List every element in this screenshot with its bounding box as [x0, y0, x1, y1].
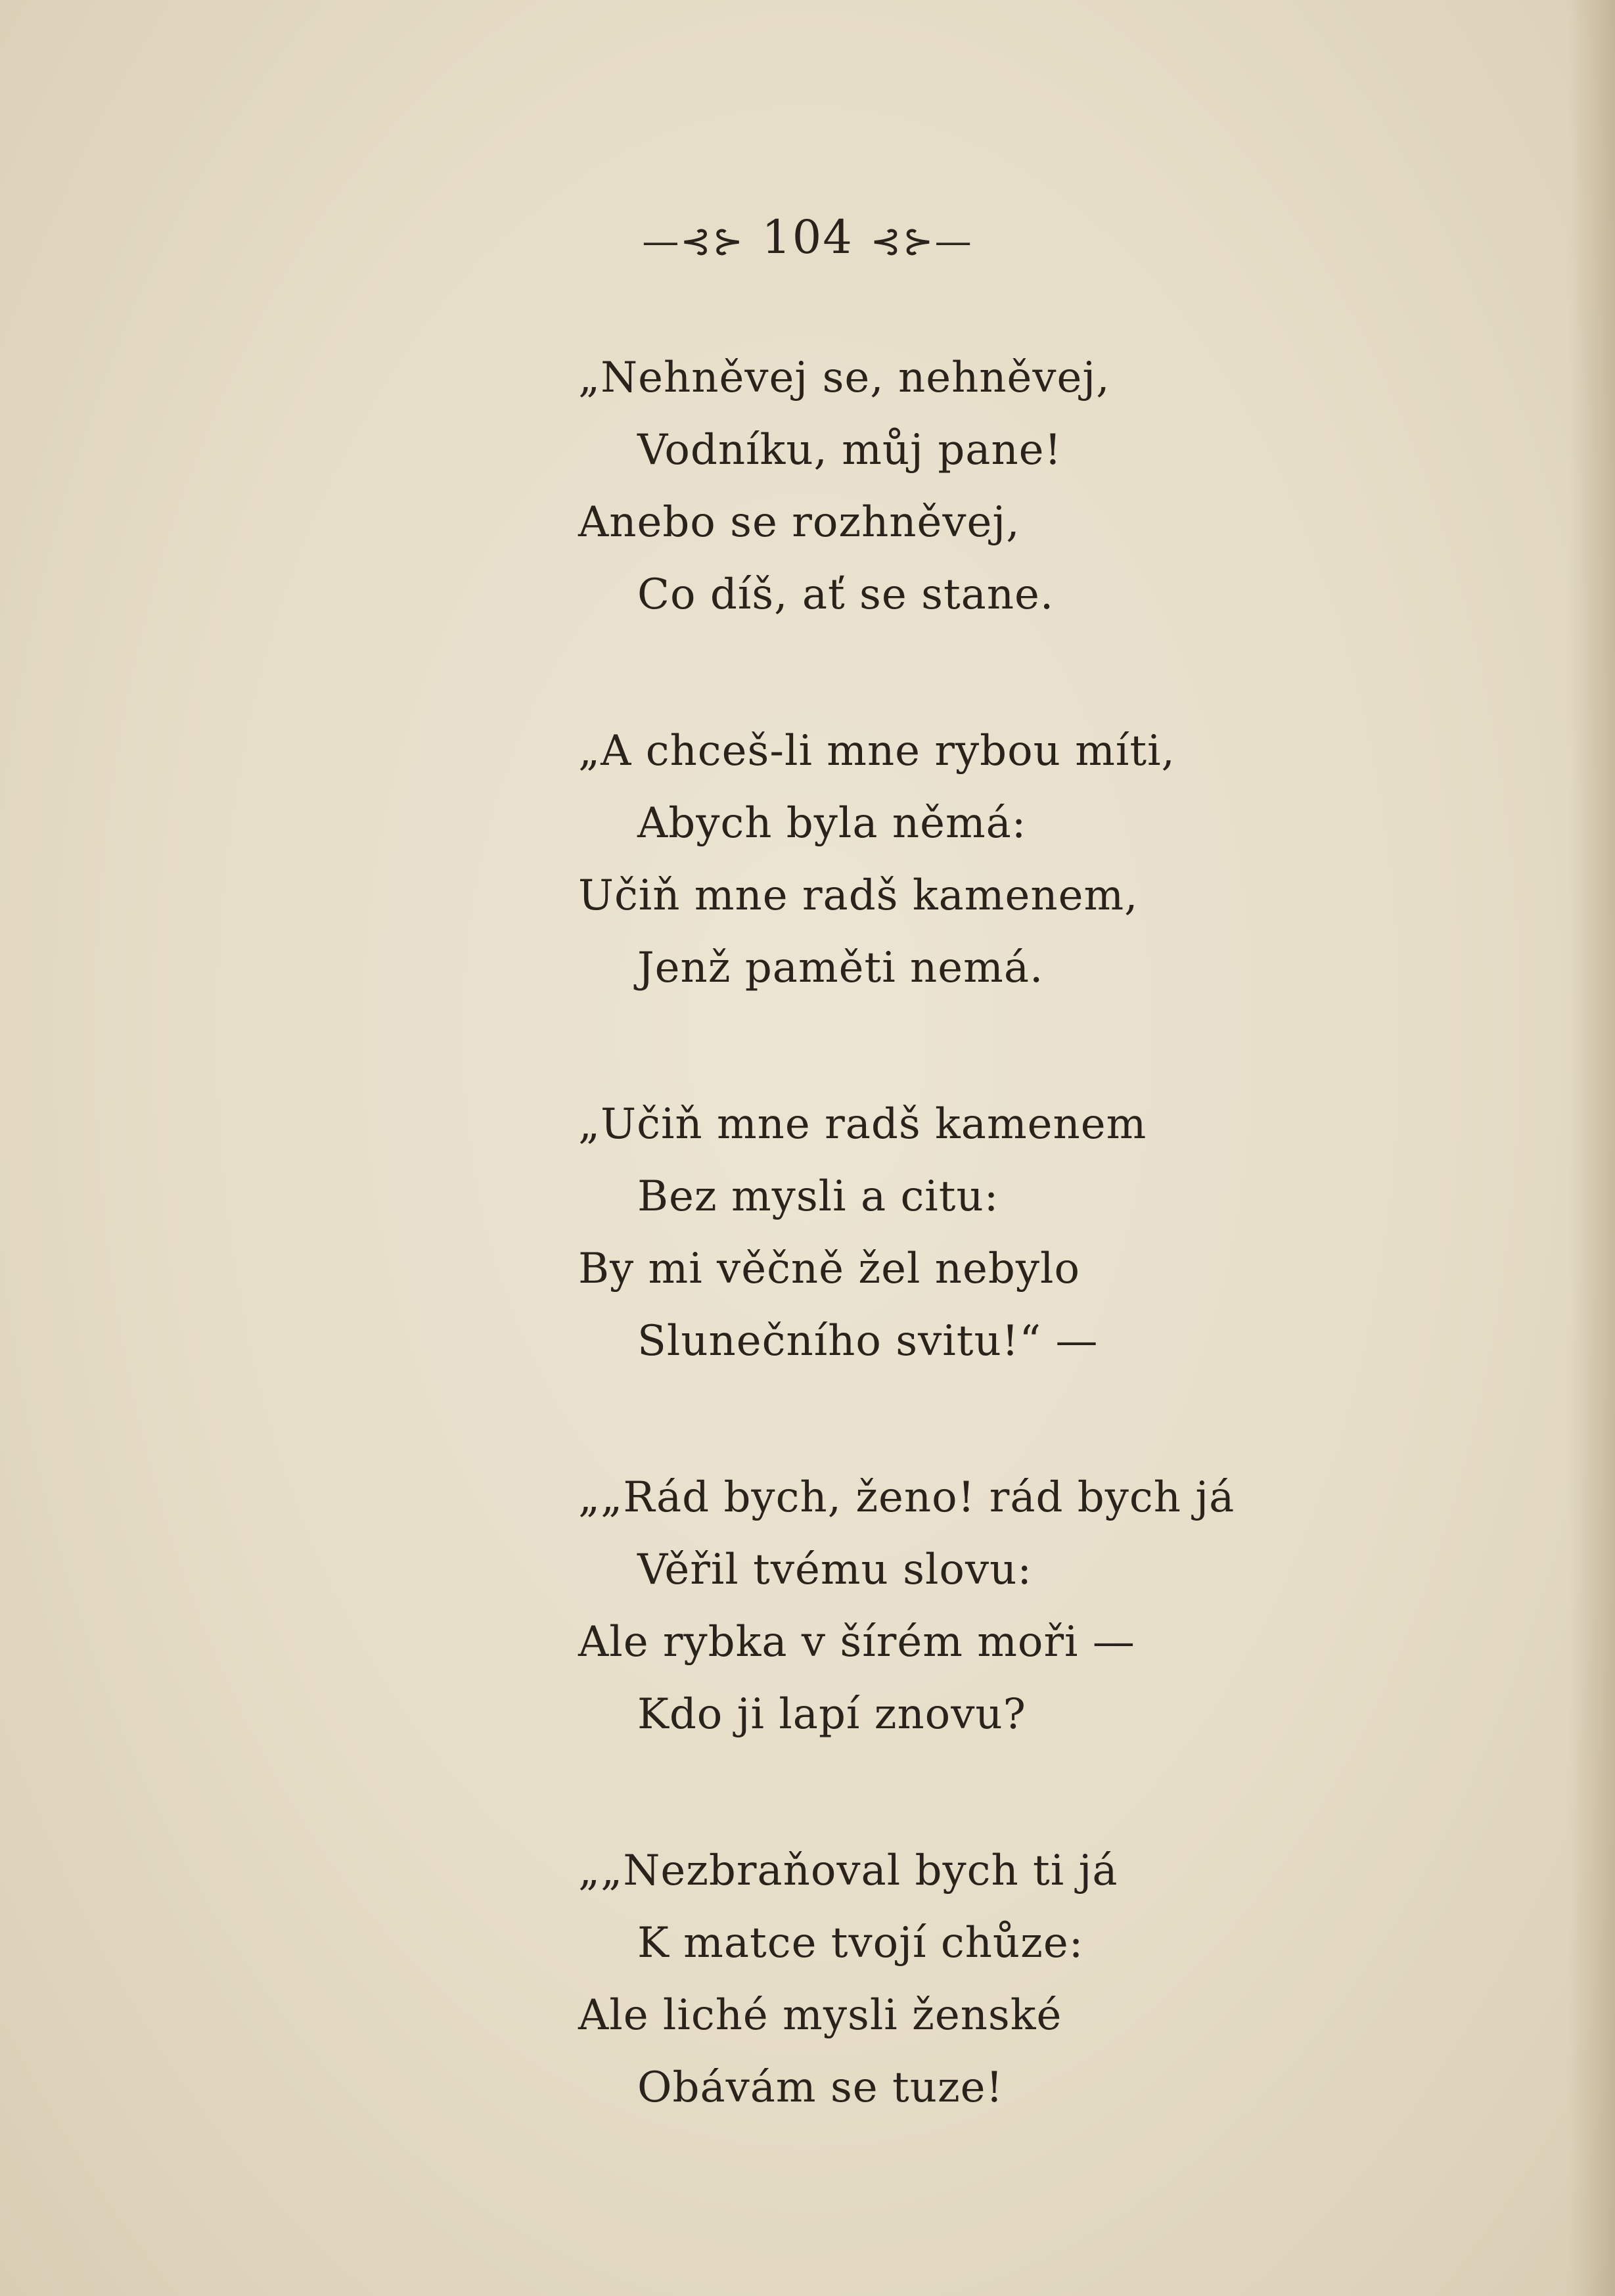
verse-line: „Učiň mne radš kamenem: [578, 1100, 1147, 1149]
verse-line: „„Rád bych, ženo! rád bych já: [578, 1473, 1235, 1522]
verse-line: Ale rybka v šírém moři —: [578, 1618, 1135, 1666]
poem-text: [578, 342, 1367, 2208]
verse-line: Slunečního svitu!“ —: [637, 1317, 1099, 1366]
verse-line: Anebo se rozhněvej,: [578, 498, 1020, 547]
verse-line: By mi věčně žel nebylo: [578, 1245, 1080, 1293]
verse-line: K matce tvojí chůze:: [637, 1919, 1084, 1967]
verse-line: „Nehněvej se, nehněvej,: [578, 354, 1110, 402]
verse-line: „„Nezbraňoval bych ti já: [578, 1847, 1118, 1895]
verse-line: Učiň mne radš kamenem,: [578, 871, 1139, 920]
header-ornament-right: ⊰⊱—: [870, 219, 973, 263]
stanza: [578, 342, 1367, 631]
stanza: [578, 1461, 1367, 1751]
verse-line: Kdo ji lapí znovu?: [637, 1690, 1026, 1739]
page-number: 104: [762, 210, 853, 264]
page-header: [0, 210, 1615, 264]
stanza: [578, 715, 1367, 1004]
verse-line: Věřil tvému slovu:: [637, 1546, 1032, 1594]
verse-line: Bez mysli a citu:: [637, 1172, 999, 1221]
verse-line: Jenž paměti nemá.: [637, 944, 1044, 992]
verse-line: Obávám se tuze!: [637, 2063, 1004, 2112]
verse-line: Vodníku, můj pane!: [637, 426, 1062, 474]
verse-line: Ale liché mysli ženské: [578, 1991, 1062, 2040]
verse-line: Co díš, ať se stane.: [637, 570, 1055, 619]
stanza: [578, 1835, 1367, 2124]
verse-line: „A chceš-li mne rybou míti,: [578, 727, 1175, 775]
verse-line: Abych byla němá:: [637, 799, 1027, 848]
header-ornament-left: —⊰⊱: [642, 219, 745, 263]
page-gutter-shadow: [1569, 0, 1615, 2296]
stanza: [578, 1088, 1367, 1377]
